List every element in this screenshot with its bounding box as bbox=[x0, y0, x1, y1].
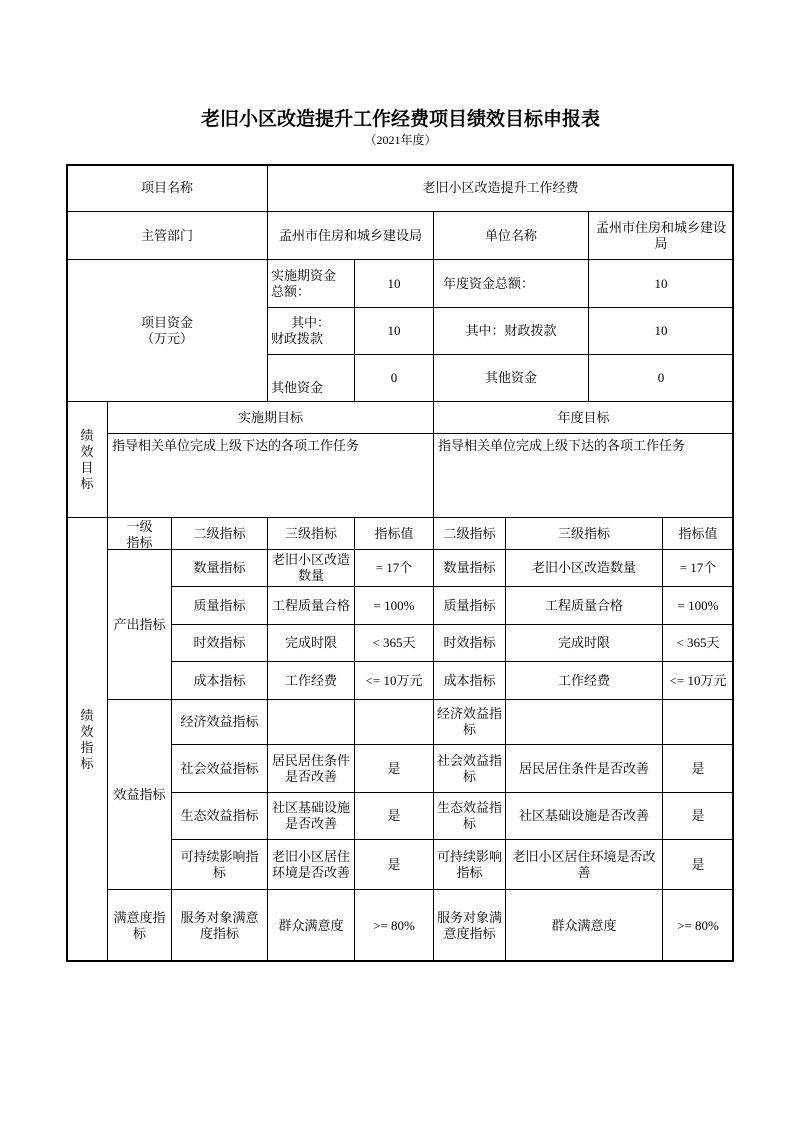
indicator-value: = 100% bbox=[355, 587, 434, 625]
indicator-level3: 老旧小区居住环境是否改善 bbox=[268, 840, 355, 890]
annual-indicator-value: < 365天 bbox=[663, 625, 734, 662]
indicator-level3: 群众满意度 bbox=[268, 890, 355, 962]
annual-indicator-level2: 可持续影响指标 bbox=[434, 840, 506, 890]
indicator-value: 是 bbox=[355, 745, 434, 793]
annual-indicator-level2: 经济效益指标 bbox=[434, 700, 506, 745]
department-label: 主管部门 bbox=[67, 212, 268, 260]
funds-other-period-value: 0 bbox=[355, 355, 434, 402]
indicator-level2: 服务对象满意度指标 bbox=[172, 890, 268, 962]
performance-indicators-label bbox=[67, 518, 108, 962]
indicator-level2: 生态效益指标 bbox=[172, 793, 268, 840]
goals-annual-header: 年度目标 bbox=[434, 402, 734, 434]
header-annual-level3: 三级指标 bbox=[506, 518, 663, 550]
header-annual-value: 指标值 bbox=[663, 518, 734, 550]
indicator-level3-empty bbox=[268, 700, 355, 745]
funds-total-annual-label: 年度资金总额： bbox=[434, 260, 589, 308]
annual-indicator-value-empty bbox=[663, 700, 734, 745]
annual-indicator-level3: 完成时限 bbox=[506, 625, 663, 662]
goals-period-text: 指导相关单位完成上级下达的各项工作任务 bbox=[108, 434, 434, 518]
header-annual-level2: 二级指标 bbox=[434, 518, 506, 550]
funds-other-period-label: 其他资金 bbox=[268, 355, 355, 402]
annual-indicator-level3: 居民居住条件是否改善 bbox=[506, 745, 663, 793]
satisfaction-indicator-group: 满意度指标 bbox=[108, 890, 172, 962]
benefit-indicator-group: 效益指标 bbox=[108, 700, 172, 890]
annual-indicator-value: = 100% bbox=[663, 587, 734, 625]
indicator-value-empty bbox=[355, 700, 434, 745]
funds-fiscal-annual-label: 其中：财政拨款 bbox=[434, 308, 589, 355]
project-name-value: 老旧小区改造提升工作经费 bbox=[268, 165, 734, 212]
annual-indicator-level3: 老旧小区居住环境是否改善 bbox=[506, 840, 663, 890]
indicator-value: 是 bbox=[355, 793, 434, 840]
indicator-level3: 工作经费 bbox=[268, 662, 355, 700]
document-year: （2021年度） bbox=[364, 133, 437, 147]
header-level3: 三级指标 bbox=[268, 518, 355, 550]
indicator-level3: 完成时限 bbox=[268, 625, 355, 662]
annual-indicator-value: = 17个 bbox=[663, 550, 734, 587]
indicator-level3: 社区基础设施是否改善 bbox=[268, 793, 355, 840]
output-indicator-group: 产出指标 bbox=[108, 550, 172, 700]
goals-annual-text: 指导相关单位完成上级下达的各项工作任务 bbox=[434, 434, 734, 518]
indicator-level3: 居民居住条件是否改善 bbox=[268, 745, 355, 793]
funds-fiscal-annual-value: 10 bbox=[589, 308, 734, 355]
annual-indicator-level2: 数量指标 bbox=[434, 550, 506, 587]
project-funds-label-text: 项目资金 bbox=[140, 314, 193, 330]
funds-other-annual-label: 其他资金 bbox=[434, 355, 589, 402]
annual-indicator-level3: 老旧小区改造数量 bbox=[506, 550, 663, 587]
project-name-label: 项目名称 bbox=[67, 165, 268, 212]
annual-indicator-value: 是 bbox=[663, 793, 734, 840]
annual-indicator-value: >= 80% bbox=[663, 890, 734, 962]
indicator-level2: 社会效益指标 bbox=[172, 745, 268, 793]
indicator-value: < 365天 bbox=[355, 625, 434, 662]
indicator-level2: 质量指标 bbox=[172, 587, 268, 625]
project-funds-label bbox=[67, 260, 268, 402]
annual-indicator-level3: 群众满意度 bbox=[506, 890, 663, 962]
annual-indicator-level3: 社区基础设施是否改善 bbox=[506, 793, 663, 840]
funds-total-period-label: 实施期资金总额： bbox=[268, 260, 355, 308]
annual-indicator-level3: 工程质量合格 bbox=[506, 587, 663, 625]
indicator-level2: 数量指标 bbox=[172, 550, 268, 587]
annual-indicator-level2: 社会效益指标 bbox=[434, 745, 506, 793]
header-level1-text: 一级指标 bbox=[126, 519, 153, 550]
indicator-level3: 老旧小区改造数量 bbox=[268, 550, 355, 587]
funds-fiscal-label-text: 财政拨款 bbox=[271, 331, 324, 346]
annual-indicator-level2: 成本指标 bbox=[434, 662, 506, 700]
indicator-value: <= 10万元 bbox=[355, 662, 434, 700]
annual-indicator-level3: 工作经费 bbox=[506, 662, 663, 700]
indicator-level2: 经济效益指标 bbox=[172, 700, 268, 745]
performance-goals-label-text: 绩效目标 bbox=[80, 427, 94, 491]
indicator-level3: 工程质量合格 bbox=[268, 587, 355, 625]
indicator-value: = 17个 bbox=[355, 550, 434, 587]
funds-fiscal-period-label bbox=[268, 308, 355, 355]
document-title: 老旧小区改造提升工作经费项目绩效目标申报表 bbox=[200, 109, 600, 130]
indicator-value: 是 bbox=[355, 840, 434, 890]
indicator-level2: 可持续影响指标 bbox=[172, 840, 268, 890]
header-value: 指标值 bbox=[355, 518, 434, 550]
annual-indicator-level3-empty bbox=[506, 700, 663, 745]
header-level2: 二级指标 bbox=[172, 518, 268, 550]
header-level1 bbox=[108, 518, 172, 550]
funds-fiscal-period-value: 10 bbox=[355, 308, 434, 355]
annual-indicator-level2: 质量指标 bbox=[434, 587, 506, 625]
indicator-level2: 成本指标 bbox=[172, 662, 268, 700]
indicator-value: >= 80% bbox=[355, 890, 434, 962]
project-funds-unit: （万元） bbox=[140, 330, 193, 346]
annual-indicator-value: <= 10万元 bbox=[663, 662, 734, 700]
performance-goal-form-table bbox=[66, 164, 734, 962]
annual-indicator-level2: 时效指标 bbox=[434, 625, 506, 662]
funds-fiscal-prefix: 其中： bbox=[291, 315, 331, 330]
annual-indicator-level2: 生态效益指标 bbox=[434, 793, 506, 840]
unit-name-value: 孟州市住房和城乡建设局 bbox=[589, 212, 734, 260]
annual-indicator-value: 是 bbox=[663, 840, 734, 890]
unit-name-label: 单位名称 bbox=[434, 212, 589, 260]
performance-goals-label bbox=[67, 402, 108, 518]
indicator-level2: 时效指标 bbox=[172, 625, 268, 662]
funds-total-period-value: 10 bbox=[355, 260, 434, 308]
annual-indicator-level2: 服务对象满意度指标 bbox=[434, 890, 506, 962]
department-value: 孟州市住房和城乡建设局 bbox=[268, 212, 434, 260]
funds-total-annual-value: 10 bbox=[589, 260, 734, 308]
goals-period-header: 实施期目标 bbox=[108, 402, 434, 434]
performance-indicators-label-text: 绩效指标 bbox=[80, 707, 94, 771]
funds-other-annual-value: 0 bbox=[589, 355, 734, 402]
annual-indicator-value: 是 bbox=[663, 745, 734, 793]
